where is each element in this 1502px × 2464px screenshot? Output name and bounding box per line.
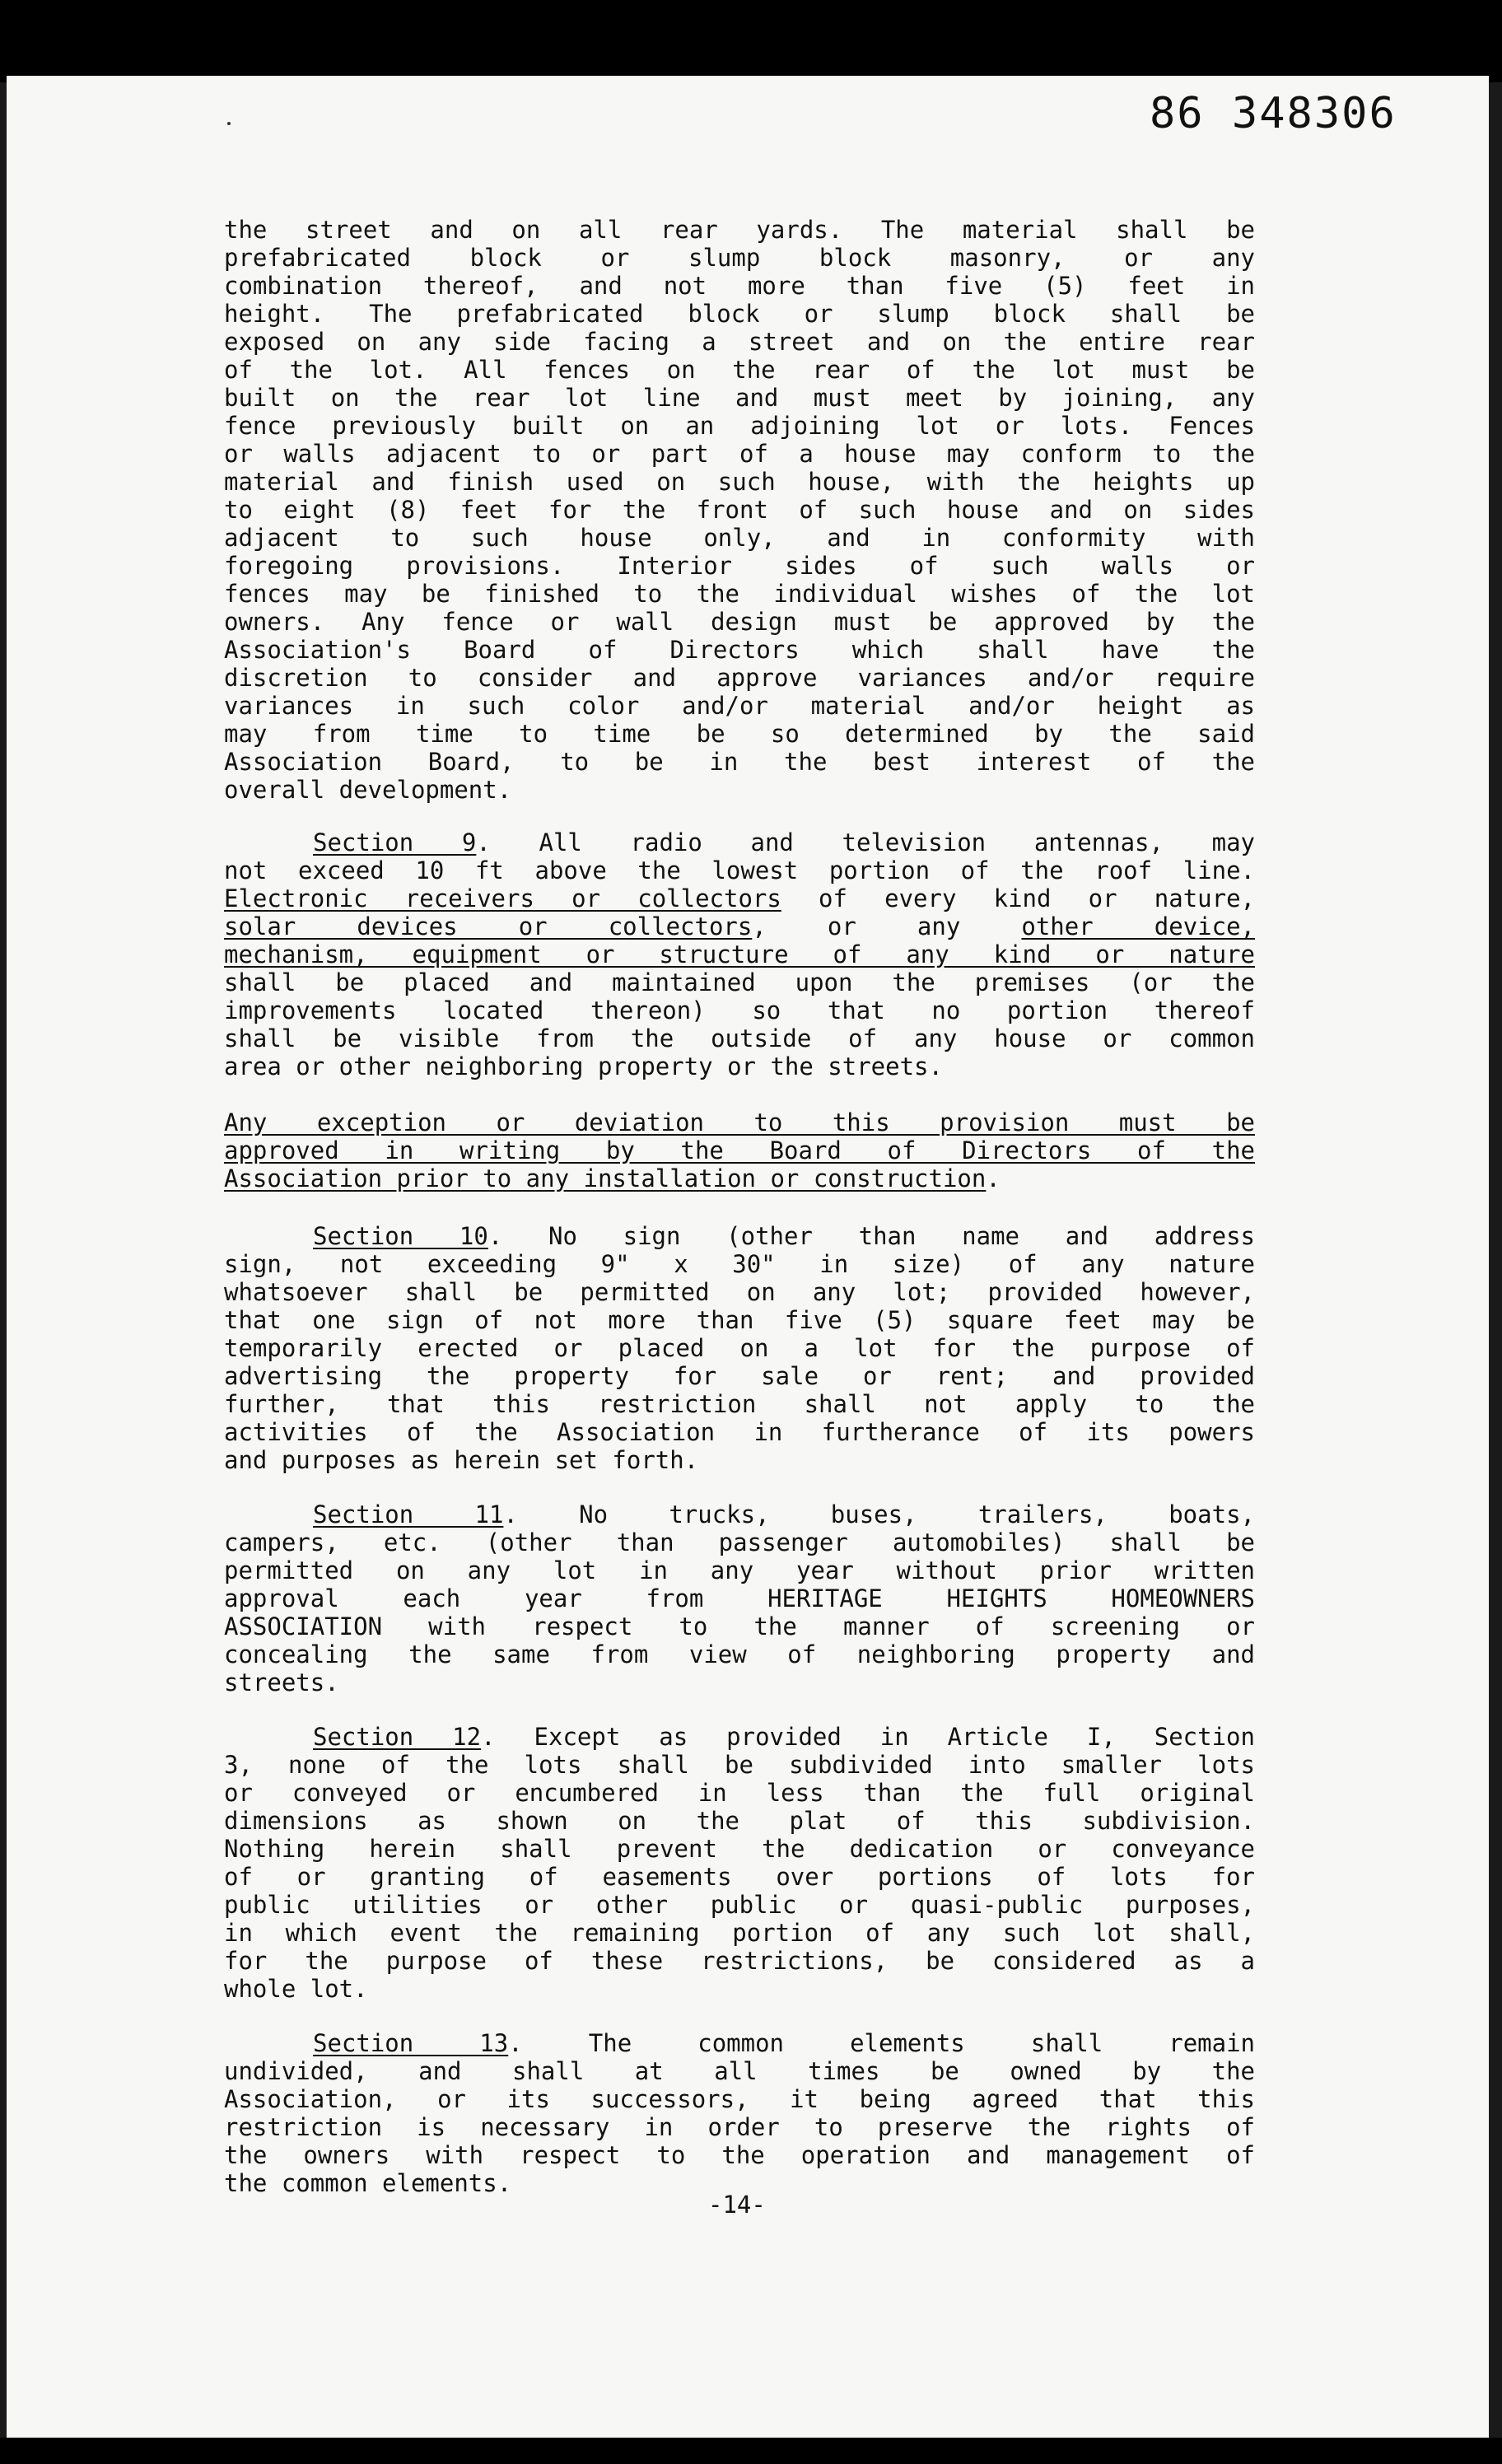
- scan-speck: [227, 122, 231, 125]
- text-line: Nothing herein shall prevent the dedication or conveyance: [224, 1835, 1255, 1863]
- text-line: approval each year from HERITAGE HEIGHTS HOMEOWNERS: [224, 1584, 1255, 1612]
- text-line: built on the rear lot line and must meet by joining, any: [224, 384, 1255, 412]
- text-line: Association, or its successors, it being agreed that this: [224, 2085, 1255, 2113]
- page-number: -14-: [708, 2191, 766, 2219]
- text-line: permitted on any lot in any year without prior written: [224, 1556, 1255, 1584]
- text-line: 3, none of the lots shall be subdivided into smaller lots: [224, 1751, 1255, 1779]
- text-line: for the purpose of these restrictions, be considered as a: [224, 1947, 1255, 1975]
- text-line: may from time to time be so determined by the said: [224, 720, 1255, 748]
- text-line: exposed on any side facing a street and on the entire rear: [224, 328, 1255, 356]
- text-line: dimensions as shown on the plat of this subdivision.: [224, 1807, 1255, 1835]
- text-line: fences may be finished to the individual wishes of the lot: [224, 580, 1255, 608]
- text-line: ASSOCIATION with respect to the manner of screening or: [224, 1612, 1255, 1640]
- text-line: Association's Board of Directors which shall have the: [224, 636, 1255, 664]
- text-line: further, that this restriction shall not apply to the: [224, 1390, 1255, 1418]
- section-9-heading: Section 9: [313, 828, 477, 856]
- text-line: campers, etc. (other than passenger automobiles) shall be: [224, 1528, 1255, 1556]
- exception-paragraph: Any exception or deviation to this provision must be approved in writing by the Board of Directors of the Association prior to any installation or construction.: [224, 1108, 1255, 1192]
- text-line: of the lot. All fences on the rear of the lot must be: [224, 356, 1255, 384]
- text-line: adjacent to such house only, and in conformity with: [224, 524, 1255, 552]
- text-line: whatsoever shall be permitted on any lot; provided however,: [224, 1278, 1255, 1306]
- text-line: variances in such color and/or material and/or height as: [224, 692, 1255, 720]
- section-11: Section 11. No trucks, buses, trailers, boats, campers, etc. (other than passenger automobiles) shall be permitted on any lot in any year without prior written approval each year from HERITAGE HEIGHTS HOMEOWNERS ASSOCIATION with respect to the manner of screening or concealing the same from view of neighboring property and streets.: [224, 1500, 1255, 1696]
- scan-top-border: [0, 0, 1502, 82]
- text-line: to eight (8) feet for the front of such house and on sides: [224, 496, 1255, 524]
- text-line: material and finish used on such house, with the heights up: [224, 468, 1255, 496]
- text-line: concealing the same from view of neighboring property and: [224, 1640, 1255, 1668]
- section-12: Section 12. Except as provided in Article I, Section 3, none of the lots shall be subdivided into smaller lots or conveyed or encumbered in less than the full original dimensions as shown on the plat of this subdivision. Nothing herein shall prevent the dedication or conveyance of or granting of easements over portions of lots for public utilities or other public or quasi-public purposes, in which event the remaining portion of any such lot shall, for the purpose of these restrictions, be considered as a whole lot.: [224, 1723, 1255, 2003]
- text-line: temporarily erected or placed on a lot for the purpose of: [224, 1334, 1255, 1362]
- text-line: the owners with respect to the operation and management of: [224, 2141, 1255, 2169]
- section-11-heading: Section 11: [313, 1500, 504, 1528]
- text-line: public utilities or other public or quasi-public purposes,: [224, 1891, 1255, 1919]
- text-line: and purposes as herein set forth.: [224, 1446, 699, 1474]
- text-line: fence previously built on an adjoining lot or lots. Fences: [224, 412, 1255, 440]
- text-line: combination thereof, and not more than five (5) feet in: [224, 272, 1255, 300]
- text-line: the common elements.: [224, 2169, 512, 2197]
- text-line: foregoing provisions. Interior sides of such walls or: [224, 552, 1255, 580]
- text-line: that one sign of not more than five (5) square feet may be: [224, 1306, 1255, 1334]
- section-13-heading: Section 13: [313, 2029, 509, 2057]
- text-line: or walls adjacent to or part of a house may conform to the: [224, 440, 1255, 468]
- section-12-heading: Section 12: [313, 1723, 482, 1751]
- text-line: discretion to consider and approve variances and/or require: [224, 664, 1255, 692]
- text-line: activities of the Association in furtherance of its powers: [224, 1418, 1255, 1446]
- text-line: whole lot.: [224, 1975, 368, 2003]
- text-line: owners. Any fence or wall design must be approved by the: [224, 608, 1255, 636]
- text-line: overall development.: [224, 776, 512, 804]
- text-line: or conveyed or encumbered in less than the full original: [224, 1779, 1255, 1807]
- scan-bottom-border: [0, 2438, 1502, 2464]
- document-number: 86 348306: [1150, 89, 1397, 138]
- text-line: sign, not exceeding 9" x 30" in size) of any nature: [224, 1250, 1255, 1278]
- section-10: Section 10. No sign (other than name and address sign, not exceeding 9" x 30" in size) of any nature whatsoever shall be permitted on any lot; provided however, that one sign of not more than five (5) square feet may be temporarily erected or placed on a lot for the purpose of advertising the property for sale or rent; and provided further, that this restriction shall not apply to the activities of the Association in furtherance of its powers and purposes as herein set forth.: [224, 1222, 1255, 1474]
- text-line: restriction is necessary in order to preserve the rights of: [224, 2113, 1255, 2141]
- text-line: of or granting of easements over portions of lots for: [224, 1863, 1255, 1891]
- text-line: advertising the property for sale or rent; and provided: [224, 1362, 1255, 1390]
- section-10-heading: Section 10: [313, 1222, 488, 1250]
- text-line: streets.: [224, 1668, 339, 1696]
- section-9: Section 9. All radio and television antennas, may not exceed 10 ft above the lowest portion of the roof line. Electronic receivers or collectors of every kind or nature, solar devices or collectors, or any other device, mechanism, equipment or structure of any kind or nature shall be placed and maintained upon the premises (or the improvements located thereon) so that no portion thereof shall be visible from the outside of any house or common area or other neighboring property or the streets.: [224, 828, 1256, 1080]
- text-line: height. The prefabricated block or slump block shall be: [224, 300, 1255, 328]
- text-line: in which event the remaining portion of any such lot shall,: [224, 1919, 1255, 1947]
- text-line: Association Board, to be in the best interest of the: [224, 748, 1255, 776]
- text-line: prefabricated block or slump block masonry, or any: [224, 244, 1255, 272]
- fences-paragraph: [224, 216, 1255, 804]
- text-line: the street and on all rear yards. The material shall be: [224, 216, 1255, 244]
- section-13: Section 13. The common elements shall remain undivided, and shall at all times be owned by the Association, or its successors, it being agreed that this restriction is necessary in order to preserve the rights of the owners with respect to the operation and management of the common elements.: [224, 2029, 1255, 2197]
- text-line: undivided, and shall at all times be owned by the: [224, 2057, 1255, 2085]
